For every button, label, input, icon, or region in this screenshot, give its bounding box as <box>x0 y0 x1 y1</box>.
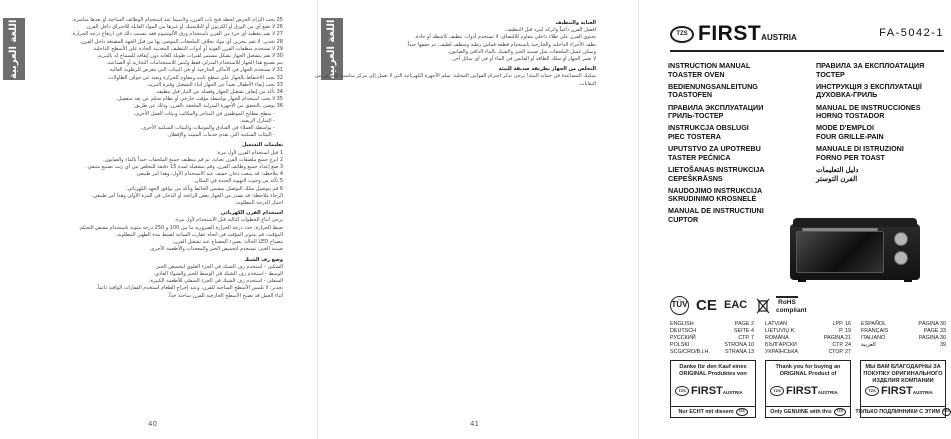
box-title: Thank you for buying an ORIGINAL Product of <box>775 364 841 377</box>
oven-foot <box>904 279 912 282</box>
title-right <box>806 207 944 216</box>
index-page: PAGE 33 <box>923 328 946 334</box>
title-line <box>668 175 944 184</box>
text-line: يتم تصنيع هذا الجهاز للاستخدام المنزلي فقط وليس للاستخدامات التجارية أو الصناعية. <box>106 60 283 67</box>
authenticity-box <box>855 360 950 418</box>
index-page: СТОР. 27 <box>828 349 851 355</box>
title-right: ДУХОВКА-ГРИЛЬ <box>816 90 878 100</box>
index-page: 39 <box>940 342 946 348</box>
index-page: P. 19 <box>839 328 851 334</box>
manual-page-41 <box>314 0 639 439</box>
title-right <box>806 187 944 196</box>
title-right: الفرن التوستر <box>816 173 858 183</box>
text-line: السفلي - استخدم رف الشبك في الجزء السفلي للأطعمة الكبيرة. <box>148 278 283 285</box>
box-brand-logo <box>865 385 933 397</box>
oven-door <box>796 231 884 273</box>
box-genuine-line <box>671 406 755 417</box>
text-line: لا تغمر الجهاز أو سلك الطاقة أو القابس في الماء أو في أي سائل آخر. <box>451 56 596 63</box>
tzs-logo-icon: TZS <box>675 386 689 396</box>
index-language: POLSKI <box>670 342 690 348</box>
title-line <box>668 91 944 100</box>
timer-knob <box>894 251 908 265</box>
box-brand-name: FIRSTAUSTRIA <box>881 385 933 397</box>
text-line: 27 لا تقم بتغطية أي جزء من الفرن باستخدام ورق الألومنيوم فقد يتسبب ذلك في ارتفاع درجة الحرارة. <box>71 31 283 38</box>
index-row <box>861 335 946 342</box>
text-line: 4 ملاحظة: قد ينبعث دخان خفيف عند الاستخدام الأول، وهذا أمر طبيعي. <box>135 171 283 178</box>
oven-top <box>793 218 917 227</box>
text-line: 28 تحذير: لا تقم بتخزين أي مواد بخلاف الملحقات الموصى بها من قبل الجهة المصنعة داخل الفرن. <box>79 38 283 45</box>
index-page: LPP. 16 <box>832 321 851 327</box>
title-left: BEDIENUNGSANLEITUNG <box>668 81 758 91</box>
index-page: PAGE 2 <box>734 321 754 327</box>
box-brand-name: FIRSTAUSTRIA <box>786 385 838 397</box>
title-right: ПРАВИЛА ЗА ЕКСПЛОАТАЦИЯ <box>816 61 925 70</box>
text-line: الرجاء ملاحظة: قد يصدر من الجهاز بعض الرائحة أو الدخان في المرة الأولى وهذا أمر طبيعي. <box>91 192 283 199</box>
text-line: 29 لا تستخدم منظفات الفرن القوية أو أدوات التنظيف المعدنية الحادة على الأسطح الداخلية. <box>92 45 283 52</box>
index-row <box>765 328 851 335</box>
tuv-mark-icon: TÜV <box>670 296 689 315</box>
title-right: ТОСТЕР <box>816 69 845 79</box>
rohs-mark-icon: RoHS compliant <box>776 296 798 315</box>
title-left: CUPTOR <box>668 215 699 225</box>
authenticity-box <box>670 360 756 418</box>
index-language: DEUTSCH <box>670 328 697 334</box>
eac-mark-icon: EAC <box>724 299 748 311</box>
title-right: MANUALE DI ISTRUZIONI <box>816 144 904 154</box>
index-page: PAGINA 36 <box>918 335 946 341</box>
manual-cover-page <box>639 0 950 439</box>
brand-name: FIRST <box>698 22 762 45</box>
title-right: FOUR GRILLE-PAIN <box>816 131 884 141</box>
text-line: تحذير: لا تلمس الأسطح الساخنة للفرن، وعند إخراج الطعام استخدم القفازات الواقية دائماً. <box>96 285 283 292</box>
tzs-logo-icon: TZS <box>834 408 846 416</box>
title-left: LIETOŠANAS INSTRUKCIJA <box>668 164 765 174</box>
text-line: افصل الفرن دائماً واتركه ليبرد قبل التنظيف. <box>504 27 596 34</box>
bullet-line: - البيئات السكنية التي تقدم خدمات المبيت والإفطار. <box>167 132 275 139</box>
box-brand-name: FIRSTAUSTRIA <box>691 385 743 397</box>
index-row <box>670 328 754 335</box>
title-line <box>668 71 944 80</box>
text-line: 25 يجب التزام الحرص لحظة فتح باب الفرن، ولاسيما عند استخدام الوظائف الساخنة أو بعدها مباشرة. <box>71 17 283 23</box>
arabic-text-column <box>28 17 283 300</box>
index-row <box>670 349 754 356</box>
box-title: МЫ ВАМ БЛАГОДАРНЫ ЗА ПОКУПКУ ОРИГИНАЛЬНОГО ИЗДЕЛИЯ КОМПАНИИ <box>863 364 943 384</box>
oven-handle <box>802 228 878 231</box>
language-tab: اللغة العربية <box>3 18 25 80</box>
text-line: السكين - استخدم رف الشبك في الجزء العلوي لتحميص الخبز. <box>154 263 283 270</box>
title-left: TOASTER OVEN <box>668 69 725 79</box>
index-column <box>765 321 851 356</box>
index-language: ESPAÑOL <box>861 321 887 327</box>
box-brand-suffix: AUSTRIA <box>817 390 838 395</box>
box-genuine-text: Nur ECHT mit diesem <box>678 409 734 415</box>
title-line <box>668 133 944 142</box>
title-left: INSTRUCTION MANUAL <box>668 61 751 70</box>
index-column <box>861 321 946 349</box>
index-language: ROMÂNA <box>765 335 789 341</box>
index-language: УКРАЇНСЬКА <box>765 349 798 355</box>
text-line: نظف الأجزاء الداخلية والخارجية باستخدام قطعة قماش رطبة ومنظف لطيف، ثم جففها جيداً. <box>406 41 596 48</box>
index-language: FRANÇAIS <box>861 328 889 334</box>
index-page: STRONA 10 <box>724 342 754 348</box>
text-line: 33 يجب إبقاء الأطفال بعيداً عن الجهاز أثناء التشغيل وفترة التبريد. <box>146 81 283 88</box>
index-page: SEITE 4 <box>733 328 754 334</box>
text-line: 1 قبل استخدام الفرن لأول مرة: <box>216 149 283 156</box>
title-line <box>668 195 944 204</box>
index-row <box>765 349 851 356</box>
text-line: 3 ضع إعداد جميع وظائف الفرن، وقم بتشغيله لمدة 15 دقيقة للتخلص من أي زيت تصنيع متبقي. <box>86 164 283 171</box>
index-language: العربية <box>861 342 876 348</box>
title-left: SKRUDINIMO KROSNELĖ <box>668 194 757 204</box>
text-line: 35 لا يجب استخدام الجهاز بواسطة مؤقت خارجي أو نظام تحكم عن بعد منفصل. <box>116 96 283 103</box>
index-page: PÁGINA 30 <box>918 321 946 327</box>
title-left: ПРАВИЛА ЭКСПЛУАТАЦИИ <box>668 102 764 112</box>
title-line <box>668 112 944 121</box>
text-line: 26 لا تضع أي من الورق أو الكرتون أو البلاستيك أو غيرها من المواد القابلة للاحتراق داخل الفرن. <box>85 24 283 31</box>
text-line: ويمكن غسل الملحقات مثل صينية الخبز والشبك بالماء الدافئ والصابون. <box>447 48 596 55</box>
index-language: LATVIAN <box>765 321 788 327</box>
section-heading: التخلص من الجهاز بطريقة صديقة للبيئة <box>498 66 596 73</box>
index-language: РУССКИЙ <box>670 335 696 341</box>
page-number: 40 <box>148 420 157 428</box>
title-left: ГРИЛЬ-ТОСТЕР <box>668 111 724 121</box>
title-right: دليل التعليمات <box>816 164 859 174</box>
manual-titles <box>668 62 944 225</box>
section-heading: وضع رف الشبك <box>244 256 283 263</box>
bullet-line: - المنازل الريفية. <box>239 117 275 124</box>
title-left: TASTER PEĆNICA <box>668 152 731 162</box>
tzs-logo-icon: TZS <box>736 408 748 416</box>
tzs-logo-icon: TZS <box>770 386 784 396</box>
index-page: СТР. 24 <box>832 342 851 348</box>
text-line: المؤقت: قم بتدوير المؤقت في اتجاه عقارب الساعة لضبط مدة الطهي المطلوبة. <box>115 231 283 238</box>
box-brand-suffix: AUSTRIA <box>722 390 743 395</box>
text-line: صينية الخبز: تستخدم لتحميص الخبز والمعجنات والأطعمة الأخرى. <box>149 246 283 253</box>
box-genuine-line <box>855 406 950 417</box>
title-left: UPUTSTVO ZA UPOTREBU <box>668 144 761 154</box>
temperature-knob <box>894 232 908 246</box>
brand-logo <box>698 22 797 46</box>
text-line: 34 تأكد من إيقاف تشغيل الجهاز وفصله عن التيار قبل تنظيفه. <box>155 89 283 96</box>
index-row <box>670 342 754 349</box>
title-left: CEPEŠKRĀSNS <box>668 173 723 183</box>
index-language: ENGLISH <box>670 321 694 327</box>
index-row <box>861 342 946 349</box>
language-tab: اللغة العربية <box>321 18 343 80</box>
index-row <box>670 335 754 342</box>
text-line: أثناء العمل قد تصبح الأسطح الخارجية للفرن ساخنة جداً. <box>167 292 283 299</box>
page-number: 41 <box>470 420 479 428</box>
tzs-logo-icon: TZS <box>670 26 694 43</box>
title-right: MANUAL DE INSTRUCCIONES <box>816 102 921 112</box>
box-genuine-text: ТОЛЬКО ПОДЛИННИКИ С ЭТИМ <box>855 409 940 415</box>
index-row <box>670 321 754 328</box>
index-page: СТР. 7 <box>738 335 754 341</box>
model-number: FA-5042-1 <box>879 27 944 39</box>
authenticity-box <box>765 360 851 418</box>
title-left: NAUDOJIMO INSTRUKCIJA <box>668 185 763 195</box>
tzs-logo-icon: TZS <box>942 408 951 416</box>
text-line: 5 تأكد من وجوب التهوية الجيدة في المكان. <box>193 178 283 185</box>
oven-foot <box>798 279 806 282</box>
text-line: يرجى اتباع الخطوات التالية قبل الاستخدام لأول مرة. <box>174 217 283 224</box>
text-line: 2 انزع جميع ملصقات الفرن بعناية، ثم قم بتنظيف جميع الملحقات جيداً بالماء والصابون. <box>103 156 283 163</box>
recycle-bin-icon <box>756 296 770 315</box>
bullet-line: - سطح مطابخ الموظفين في المتاجر والمكاتب وبيئات العمل الأخرى. <box>133 110 275 117</box>
authenticity-boxes <box>670 360 950 418</box>
index-column <box>670 321 754 356</box>
title-line <box>668 154 944 163</box>
index-page: STRANA 13 <box>724 349 754 355</box>
index-row <box>765 342 851 349</box>
brand-header <box>670 24 944 50</box>
box-genuine-line <box>766 406 850 417</box>
index-row <box>765 321 851 328</box>
text-line: مصباح LED الحالة: يضيء المصباح عند تشغيل الفرن. <box>172 239 283 246</box>
title-right: MODE D'EMPLOI <box>816 123 875 133</box>
title-right <box>806 195 944 204</box>
text-line: يحتوي الفرن على طلاء داخلي مقاوم للالتصاق، لا تستخدم أدوات تنظيف كاشطة أو حادة. <box>414 34 596 41</box>
bullet-line: - بواسطة العملاء في الفنادق والموتيلات والبيئات السكنية الأخرى. <box>140 125 275 132</box>
manual-page-40 <box>0 0 318 439</box>
index-language: SCG/CRO/B.i.H. <box>670 349 710 355</box>
index-row <box>765 335 851 342</box>
index-page: PAGINA 21 <box>823 335 851 341</box>
title-left: PIEC TOSTERA <box>668 131 721 141</box>
title-right: HORNO TOSTADOR <box>816 111 885 121</box>
box-genuine-text: Only GENUINE with this <box>770 409 832 415</box>
text-line: الوسط - استخدم رف الشبك في الوسط للخبز والشواء العادي. <box>153 270 283 277</box>
box-brand-logo <box>675 385 743 397</box>
index-row <box>861 321 946 328</box>
section-heading: تعليمات التشغيل <box>242 142 283 149</box>
box-brand-logo <box>770 385 838 397</box>
box-title: Danke für den Kauf eines ORIGINAL Produktes von <box>679 364 747 377</box>
title-left: MANUAL DE INSTRUCTIUNI <box>668 206 764 216</box>
text-line: 36 يوصى بالتحقق من الأجهزة المنزلية الملحقة بالفرن، وذلك عن طريق: <box>133 103 283 110</box>
title-left: TOASTOFEN <box>668 90 713 100</box>
index-language: ITALIANO <box>861 335 886 341</box>
text-line: 6 قم بتوصيل سلك التوصيل بمقبس الحائط وتأكد من توافق الجهد الكهربائي. <box>125 185 283 192</box>
text-line: ضبط الحرارة: حدد درجة الحرارة الضرورية ما بين 100 و 250 درجة مئوية باستخدام مقبض التحكم. <box>78 224 283 231</box>
index-language: БЪЛГАРСКИ <box>765 342 797 348</box>
box-brand-suffix: AUSTRIA <box>912 390 933 395</box>
text-line: 31 لا يستخدم الجهاز في الأماكن الخارجية أو في البيئات التي تتعرض للرطوبة العالية. <box>108 67 283 74</box>
ce-mark-icon: CE <box>696 297 717 314</box>
section-heading: العناية والتنظيف <box>555 20 596 26</box>
title-left: INSTRUKCJA OBSLUGI <box>668 123 749 133</box>
section-heading: استخدام الفرن الكهربائي <box>220 210 283 217</box>
tzs-logo-icon: TZS <box>865 386 879 396</box>
brand-suffix: AUSTRIA <box>761 33 797 42</box>
title-right: FORNO PER TOAST <box>816 152 885 162</box>
toaster-oven-image <box>790 218 922 281</box>
index-language: LIETUVIŲ K. <box>765 328 796 334</box>
text-line: اختيار الدرجة المطلوبة. <box>234 200 283 207</box>
text-line: النفايات. <box>578 80 596 87</box>
text-line: يمكنك المساعدة في حماية البيئة! يرجى تذكر احترام القوانين المحلية: سلم الأجهزة الكهربائية التي لا تعمل إلى مركز مناسب للتخلص من <box>314 73 596 80</box>
title-right: ИНСТРУКЦІЯ З ЕКСПЛУАТАЦІЇ <box>816 81 922 91</box>
title-line <box>668 207 944 216</box>
text-line: 30 لا تقم بتشغيل الجهاز بشكل مستمر لفترات طويلة للغاية دون إيقافه للسماح له بالتبريد. <box>96 53 283 60</box>
header-divider <box>670 50 944 52</box>
text-line: 32 يجب الاحتفاظ بالجهاز على سطح ثابت ومقاوم للحرارة وبعيد عن حواف الطاولات. <box>107 74 283 81</box>
index-row <box>861 328 946 335</box>
certification-marks <box>670 296 820 316</box>
